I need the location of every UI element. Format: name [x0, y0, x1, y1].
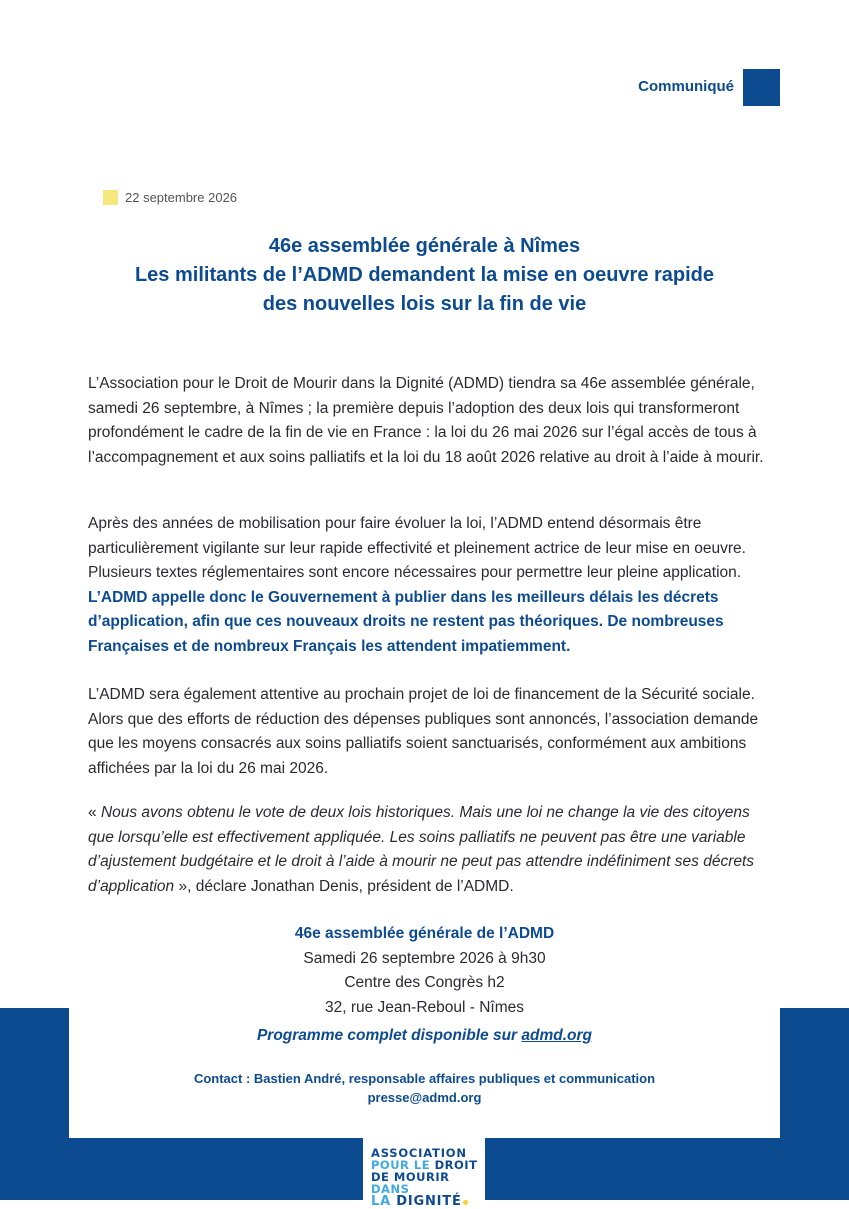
event-date: Samedi 26 septembre 2026 à 9h30	[303, 949, 546, 967]
logo-line-3	[363, 1171, 485, 1195]
logo-dot-icon	[463, 1200, 468, 1205]
date-row	[103, 190, 237, 205]
title-line-1: 46e assemblée générale à Nîmes	[268, 235, 581, 257]
paragraph-mobilisation-emphasis: L’ADMD appelle donc le Gouvernement à publier dans les meilleurs délais les décrets d’application, afin que ces nouveaux droits ne restent pas théoriques. De nombreuses Françaises et de nombreux Français les attendent impatiemment.	[88, 588, 724, 655]
date-marker-icon	[103, 190, 118, 205]
logo-line-4	[363, 1195, 485, 1208]
logo-line-3a: DE MOURIR	[371, 1170, 450, 1184]
program-link[interactable]: admd.org	[521, 1027, 593, 1044]
logo-line-2b: DROIT	[434, 1158, 478, 1172]
publication-date: 22 septembre 2026	[125, 190, 238, 205]
logo-line-4b: DIGNITÉ	[396, 1194, 462, 1209]
logo-line-1: ASSOCIATION	[371, 1146, 467, 1160]
admd-logo	[363, 1138, 485, 1209]
press-release-title	[60, 232, 789, 319]
logo-line-3b: DANS	[371, 1182, 410, 1196]
event-title: 46e assemblée générale de l’ADMD	[294, 925, 555, 942]
contact-block	[69, 1069, 780, 1107]
paragraph-mobilisation-text: Après des années de mobilisation pour faire évoluer la loi, l’ADMD entend désormais être particulièrement vigilante sur leur rapide effectivité et pleinement actrice de leur mise en oeuvre. Plusieurs textes réglementaires sont encore nécessaires pour permettre leur pleine application.	[88, 515, 746, 581]
quote-open: «	[88, 804, 101, 821]
quote-text: Nous avons obtenu le vote de deux lois historiques. Mais une loi ne change la vie des citoyens que lorsqu’elle est effectivement appliquée. Les soins palliatifs ne peuvent pas être une variable d’ajustement budgétaire et le droit à l’aide à mourir ne peut pas attendre indéfiniment ses décrets d’application	[88, 804, 755, 895]
event-details	[69, 922, 780, 1049]
event-program	[69, 1024, 780, 1049]
quote-attribution: », déclare Jonathan Denis, président de l’ADMD.	[174, 877, 514, 895]
paragraph-financing: L’ADMD sera également attentive au prochain projet de loi de financement de la Sécurité sociale. Alors que des efforts de réduction des dépenses publiques sont annoncés, l’association demande que les moyens consacrés aux soins palliatifs soient sanctuarisés, conformément aux ambitions affichées par la loi du 26 mai 2026.	[88, 686, 759, 777]
event-venue: Centre des Congrès h2	[344, 974, 505, 991]
event-program-prefix: Programme complet disponible sur	[256, 1027, 522, 1044]
document-type-label: Communiqué	[638, 78, 734, 95]
title-line-3: des nouvelles lois sur la fin de vie	[262, 293, 587, 315]
event-address: 32, rue Jean-Reboul - Nîmes	[324, 998, 524, 1016]
header-square-decoration	[743, 69, 780, 106]
paragraph-quote	[88, 801, 778, 899]
paragraph-mobilisation	[88, 512, 778, 659]
contact-person: Contact : Bastien André, responsable affaires publiques et communication	[193, 1071, 656, 1086]
logo-line-4a: LA	[371, 1194, 391, 1209]
title-line-2: Les militants de l’ADMD demandent la mise en oeuvre rapide	[134, 264, 715, 286]
paragraph-intro: L’Association pour le Droit de Mourir dans la Dignité (ADMD) tiendra sa 46e assemblée générale, samedi 26 septembre, à Nîmes ; la première depuis l’adoption des deux lois qui transformeront profondément le cadre de la fin de vie en France : la loi du 26 mai 2026 sur l’égal accès de tous à l’accompagnement et aux soins palliatifs et la loi du 18 août 2026 relative au droit à l’aide à mourir.	[88, 375, 764, 466]
contact-email[interactable]: presse@admd.org	[367, 1090, 482, 1105]
logo-line-2a: POUR LE	[371, 1158, 431, 1172]
